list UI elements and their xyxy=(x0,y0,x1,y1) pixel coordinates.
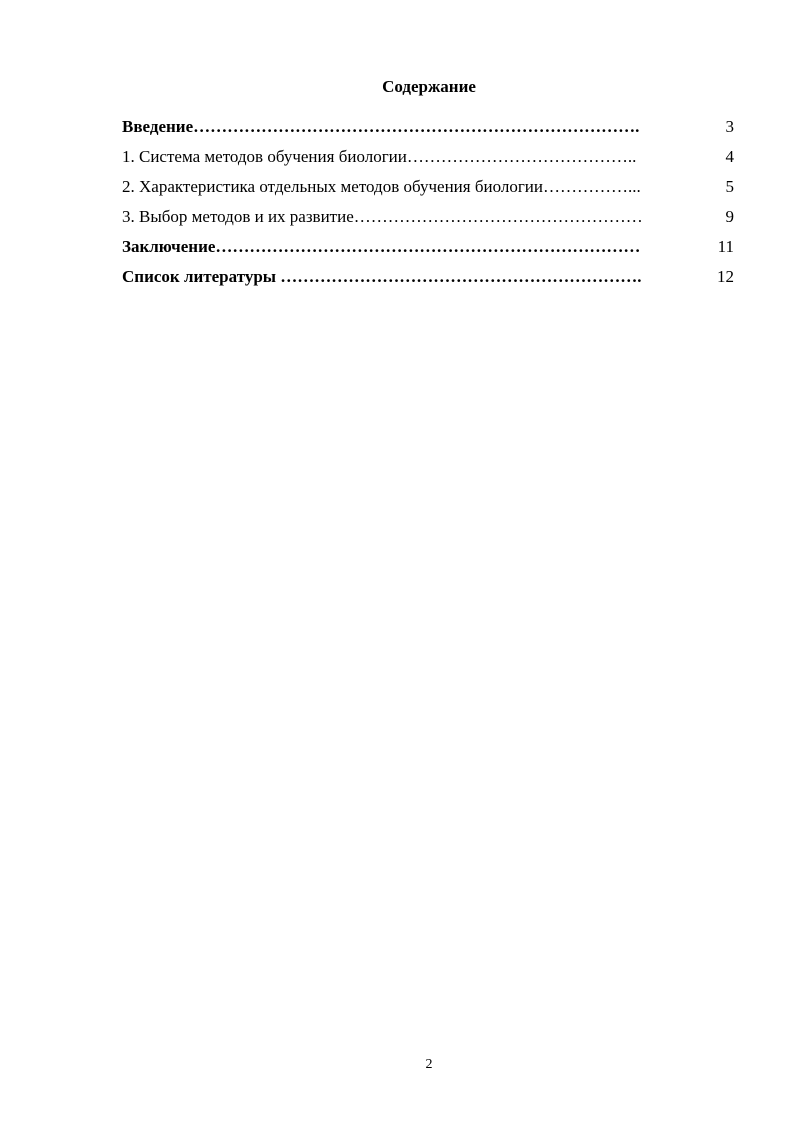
toc-entry-introduction[interactable] xyxy=(122,112,734,142)
toc-entry-page: 5 xyxy=(725,177,734,196)
toc-entry-chapter-2[interactable] xyxy=(122,172,734,202)
toc-entry-conclusion[interactable] xyxy=(122,232,734,262)
table-of-contents xyxy=(122,112,734,292)
toc-entry-chapter-1[interactable] xyxy=(122,142,734,172)
toc-entry-text: 3. Выбор методов и их развитие…………………………………………… xyxy=(122,207,643,226)
toc-entry-text: Введение……………………………………………………………………. xyxy=(122,117,640,136)
page-number: 2 xyxy=(425,1057,433,1072)
toc-entry-chapter-3[interactable] xyxy=(122,202,734,232)
toc-entry-references[interactable] xyxy=(122,262,734,292)
toc-entry-page: 12 xyxy=(717,267,734,286)
toc-entry-page: 3 xyxy=(725,117,734,136)
toc-entry-page: 4 xyxy=(725,147,734,166)
toc-entry-page: 11 xyxy=(717,237,734,256)
toc-title: Содержание xyxy=(382,77,476,96)
toc-entry-text: Список литературы ………………………………………………………. xyxy=(122,267,642,286)
toc-entry-text: 2. Характеристика отдельных методов обучения биологии……………... xyxy=(122,177,641,196)
toc-entry-text: 1. Система методов обучения биологии………………………………….. xyxy=(122,147,637,166)
toc-entry-page: 9 xyxy=(725,207,734,226)
toc-entry-text: Заключение………………………………………………………………… xyxy=(122,237,641,256)
